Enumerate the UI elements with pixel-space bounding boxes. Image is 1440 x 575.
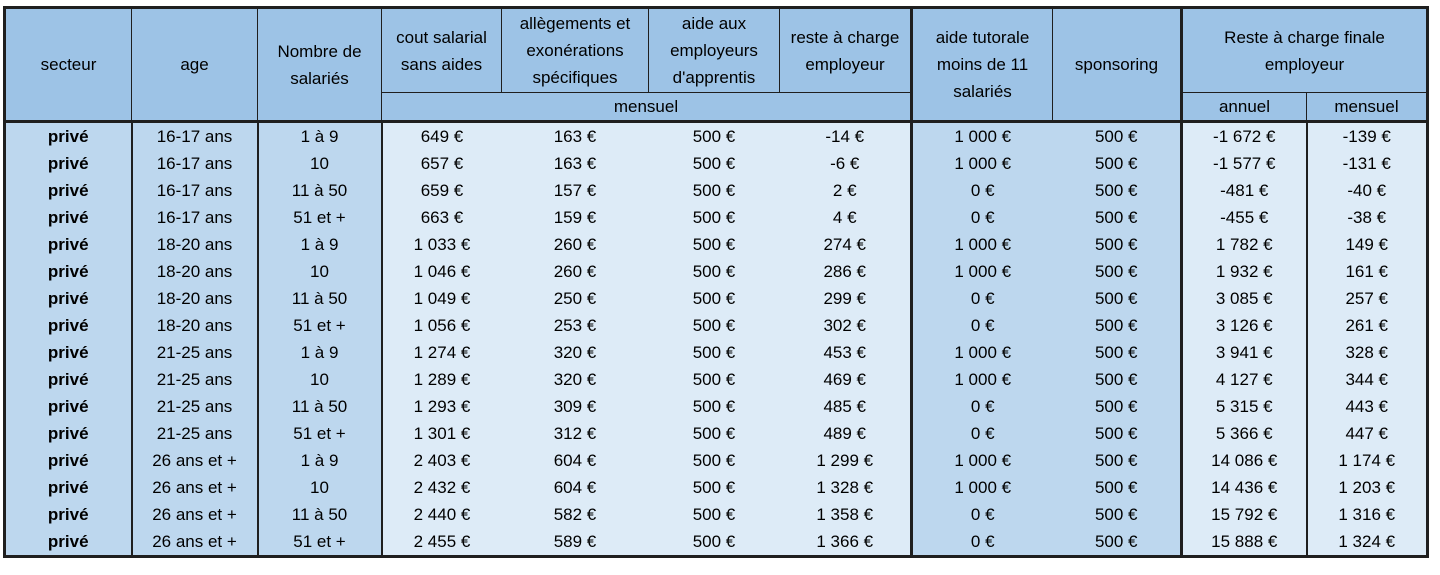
cell-secteur: privé (5, 339, 132, 366)
cell-reste-mensuel: 161 € (1307, 258, 1428, 285)
cell-age: 26 ans et + (132, 474, 258, 501)
cell-aide-tutorale: 0 € (912, 204, 1053, 231)
cell-aide-tutorale: 1 000 € (912, 150, 1053, 177)
cell-aide-employeurs: 500 € (649, 393, 780, 420)
cell-sponsoring: 500 € (1053, 122, 1182, 151)
table-row (5, 393, 1428, 420)
cell-reste-annuel: 14 436 € (1182, 474, 1307, 501)
cell-nombre-salaries: 11 à 50 (258, 501, 382, 528)
cell-sponsoring: 500 € (1053, 366, 1182, 393)
cell-aide-employeurs: 500 € (649, 285, 780, 312)
cell-aide-tutorale: 0 € (912, 312, 1053, 339)
cell-reste-mensuel: 261 € (1307, 312, 1428, 339)
cell-allegements: 312 € (502, 420, 649, 447)
cell-age: 16-17 ans (132, 150, 258, 177)
table-row (5, 177, 1428, 204)
cell-allegements: 582 € (502, 501, 649, 528)
cell-age: 21-25 ans (132, 366, 258, 393)
cell-sponsoring: 500 € (1053, 420, 1182, 447)
cell-reste-charge: 453 € (780, 339, 912, 366)
cell-aide-tutorale: 1 000 € (912, 447, 1053, 474)
table-row (5, 447, 1428, 474)
cell-reste-annuel: 3 085 € (1182, 285, 1307, 312)
cell-nombre-salaries: 11 à 50 (258, 285, 382, 312)
cell-cout-salarial: 1 289 € (382, 366, 502, 393)
cell-age: 26 ans et + (132, 501, 258, 528)
cell-reste-annuel: 3 126 € (1182, 312, 1307, 339)
cell-sponsoring: 500 € (1053, 393, 1182, 420)
header-cout-salarial: cout salarial sans aides (382, 8, 502, 93)
cell-aide-tutorale: 0 € (912, 177, 1053, 204)
table-row (5, 339, 1428, 366)
table-row (5, 312, 1428, 339)
cell-reste-mensuel: 1 324 € (1307, 528, 1428, 557)
table-row (5, 122, 1428, 151)
cell-aide-employeurs: 500 € (649, 258, 780, 285)
cell-reste-charge: 299 € (780, 285, 912, 312)
cell-age: 21-25 ans (132, 420, 258, 447)
cell-allegements: 260 € (502, 231, 649, 258)
cell-reste-charge: 1 299 € (780, 447, 912, 474)
cell-age: 18-20 ans (132, 312, 258, 339)
cell-cout-salarial: 1 274 € (382, 339, 502, 366)
cell-aide-tutorale: 1 000 € (912, 231, 1053, 258)
cell-aide-employeurs: 500 € (649, 204, 780, 231)
cell-nombre-salaries: 10 (258, 366, 382, 393)
cell-reste-charge: 2 € (780, 177, 912, 204)
cell-reste-charge: 286 € (780, 258, 912, 285)
cell-reste-annuel: 15 888 € (1182, 528, 1307, 557)
cell-reste-charge: 4 € (780, 204, 912, 231)
cell-reste-charge: 1 366 € (780, 528, 912, 557)
cell-cout-salarial: 1 056 € (382, 312, 502, 339)
cell-secteur: privé (5, 393, 132, 420)
table-row (5, 420, 1428, 447)
cell-reste-annuel: 15 792 € (1182, 501, 1307, 528)
cell-reste-charge: 1 358 € (780, 501, 912, 528)
cell-sponsoring: 500 € (1053, 258, 1182, 285)
cell-reste-annuel: 1 782 € (1182, 231, 1307, 258)
cell-nombre-salaries: 51 et + (258, 420, 382, 447)
cell-aide-employeurs: 500 € (649, 177, 780, 204)
cell-aide-tutorale: 1 000 € (912, 366, 1053, 393)
table-row (5, 150, 1428, 177)
cell-cout-salarial: 1 033 € (382, 231, 502, 258)
table-row (5, 258, 1428, 285)
cell-sponsoring: 500 € (1053, 312, 1182, 339)
cell-age: 18-20 ans (132, 231, 258, 258)
cell-cout-salarial: 2 432 € (382, 474, 502, 501)
cell-nombre-salaries: 10 (258, 258, 382, 285)
header-nombre-salaries: Nombre de salariés (258, 8, 382, 122)
header-allegements: allègements et exonérations spécifiques (502, 8, 649, 93)
cell-sponsoring: 500 € (1053, 501, 1182, 528)
cell-reste-mensuel: -139 € (1307, 122, 1428, 151)
cell-reste-annuel: 5 366 € (1182, 420, 1307, 447)
cell-cout-salarial: 663 € (382, 204, 502, 231)
cell-sponsoring: 500 € (1053, 204, 1182, 231)
header-annuel: annuel (1182, 93, 1307, 122)
cell-allegements: 253 € (502, 312, 649, 339)
cell-reste-annuel: 5 315 € (1182, 393, 1307, 420)
cell-reste-charge: 485 € (780, 393, 912, 420)
table-row (5, 231, 1428, 258)
cell-nombre-salaries: 1 à 9 (258, 231, 382, 258)
cell-age: 26 ans et + (132, 447, 258, 474)
table-row (5, 285, 1428, 312)
cell-cout-salarial: 1 293 € (382, 393, 502, 420)
cell-secteur: privé (5, 420, 132, 447)
cell-allegements: 604 € (502, 474, 649, 501)
header-reste-finale: Reste à charge finale employeur (1182, 8, 1428, 93)
cell-allegements: 589 € (502, 528, 649, 557)
table-header (5, 8, 1428, 122)
cell-cout-salarial: 2 403 € (382, 447, 502, 474)
cell-reste-annuel: -455 € (1182, 204, 1307, 231)
cell-reste-annuel: -1 577 € (1182, 150, 1307, 177)
header-aide-tutorale: aide tutorale moins de 11 salariés (912, 8, 1053, 122)
cell-sponsoring: 500 € (1053, 339, 1182, 366)
table-row (5, 366, 1428, 393)
cell-nombre-salaries: 1 à 9 (258, 339, 382, 366)
cell-aide-tutorale: 0 € (912, 528, 1053, 557)
cell-secteur: privé (5, 231, 132, 258)
cell-reste-mensuel: 447 € (1307, 420, 1428, 447)
table-row (5, 204, 1428, 231)
cell-cout-salarial: 1 301 € (382, 420, 502, 447)
cell-sponsoring: 500 € (1053, 231, 1182, 258)
cell-aide-employeurs: 500 € (649, 312, 780, 339)
cell-reste-mensuel: -38 € (1307, 204, 1428, 231)
cell-secteur: privé (5, 204, 132, 231)
cell-reste-charge: -6 € (780, 150, 912, 177)
cell-allegements: 604 € (502, 447, 649, 474)
cell-reste-annuel: 3 941 € (1182, 339, 1307, 366)
cell-reste-mensuel: 328 € (1307, 339, 1428, 366)
cell-reste-mensuel: 1 174 € (1307, 447, 1428, 474)
header-mensuel-group: mensuel (382, 93, 912, 122)
header-mensuel: mensuel (1307, 93, 1428, 122)
cell-allegements: 309 € (502, 393, 649, 420)
cell-secteur: privé (5, 447, 132, 474)
cell-age: 16-17 ans (132, 177, 258, 204)
cell-cout-salarial: 1 049 € (382, 285, 502, 312)
cell-nombre-salaries: 51 et + (258, 312, 382, 339)
cell-cout-salarial: 1 046 € (382, 258, 502, 285)
cell-nombre-salaries: 1 à 9 (258, 122, 382, 151)
cell-reste-annuel: -481 € (1182, 177, 1307, 204)
cell-aide-tutorale: 1 000 € (912, 258, 1053, 285)
cell-aide-employeurs: 500 € (649, 474, 780, 501)
cell-cout-salarial: 649 € (382, 122, 502, 151)
cell-nombre-salaries: 11 à 50 (258, 177, 382, 204)
cell-secteur: privé (5, 150, 132, 177)
cell-reste-mensuel: -40 € (1307, 177, 1428, 204)
cell-age: 16-17 ans (132, 204, 258, 231)
cell-cout-salarial: 659 € (382, 177, 502, 204)
cell-reste-charge: 274 € (780, 231, 912, 258)
header-aide-employeurs: aide aux employeurs d'apprentis (649, 8, 780, 93)
cell-aide-tutorale: 1 000 € (912, 474, 1053, 501)
cell-reste-mensuel: 1 203 € (1307, 474, 1428, 501)
cell-age: 21-25 ans (132, 393, 258, 420)
cell-aide-tutorale: 1 000 € (912, 122, 1053, 151)
cell-reste-charge: 302 € (780, 312, 912, 339)
table-row (5, 528, 1428, 557)
cell-allegements: 163 € (502, 122, 649, 151)
cell-secteur: privé (5, 474, 132, 501)
cost-table (3, 6, 1429, 558)
cell-reste-mensuel: 443 € (1307, 393, 1428, 420)
cell-reste-annuel: 14 086 € (1182, 447, 1307, 474)
cell-allegements: 159 € (502, 204, 649, 231)
cell-age: 26 ans et + (132, 528, 258, 557)
cell-reste-charge: 1 328 € (780, 474, 912, 501)
cell-aide-employeurs: 500 € (649, 150, 780, 177)
cell-aide-tutorale: 0 € (912, 285, 1053, 312)
cell-reste-annuel: 4 127 € (1182, 366, 1307, 393)
table-row (5, 501, 1428, 528)
cell-reste-charge: 469 € (780, 366, 912, 393)
cell-nombre-salaries: 10 (258, 150, 382, 177)
cell-aide-employeurs: 500 € (649, 447, 780, 474)
cell-reste-charge: 489 € (780, 420, 912, 447)
cell-nombre-salaries: 11 à 50 (258, 393, 382, 420)
cell-reste-mensuel: 257 € (1307, 285, 1428, 312)
cell-sponsoring: 500 € (1053, 177, 1182, 204)
cell-allegements: 320 € (502, 339, 649, 366)
cell-secteur: privé (5, 312, 132, 339)
cell-allegements: 163 € (502, 150, 649, 177)
cell-secteur: privé (5, 528, 132, 557)
cell-allegements: 320 € (502, 366, 649, 393)
cell-nombre-salaries: 1 à 9 (258, 447, 382, 474)
cell-age: 21-25 ans (132, 339, 258, 366)
cell-aide-employeurs: 500 € (649, 366, 780, 393)
cell-reste-mensuel: 344 € (1307, 366, 1428, 393)
cell-aide-tutorale: 1 000 € (912, 339, 1053, 366)
cell-allegements: 260 € (502, 258, 649, 285)
cell-secteur: privé (5, 122, 132, 151)
table-body (5, 122, 1428, 557)
cell-aide-employeurs: 500 € (649, 528, 780, 557)
cell-aide-employeurs: 500 € (649, 420, 780, 447)
cell-cout-salarial: 2 455 € (382, 528, 502, 557)
cell-sponsoring: 500 € (1053, 285, 1182, 312)
cell-reste-charge: -14 € (780, 122, 912, 151)
table-row (5, 474, 1428, 501)
cell-sponsoring: 500 € (1053, 528, 1182, 557)
cell-aide-employeurs: 500 € (649, 339, 780, 366)
cell-sponsoring: 500 € (1053, 447, 1182, 474)
cell-secteur: privé (5, 285, 132, 312)
cell-aide-employeurs: 500 € (649, 501, 780, 528)
header-reste-charge: reste à charge employeur (780, 8, 912, 93)
cell-secteur: privé (5, 366, 132, 393)
cell-age: 18-20 ans (132, 285, 258, 312)
cell-allegements: 250 € (502, 285, 649, 312)
header-age: age (132, 8, 258, 122)
cell-allegements: 157 € (502, 177, 649, 204)
header-secteur: secteur (5, 8, 132, 122)
cell-aide-tutorale: 0 € (912, 501, 1053, 528)
cell-nombre-salaries: 51 et + (258, 204, 382, 231)
cell-reste-mensuel: 149 € (1307, 231, 1428, 258)
cell-cout-salarial: 657 € (382, 150, 502, 177)
cell-reste-annuel: -1 672 € (1182, 122, 1307, 151)
cell-reste-mensuel: -131 € (1307, 150, 1428, 177)
cell-aide-employeurs: 500 € (649, 231, 780, 258)
cell-age: 16-17 ans (132, 122, 258, 151)
cell-secteur: privé (5, 258, 132, 285)
cell-nombre-salaries: 10 (258, 474, 382, 501)
cell-reste-annuel: 1 932 € (1182, 258, 1307, 285)
cell-aide-tutorale: 0 € (912, 393, 1053, 420)
cell-reste-mensuel: 1 316 € (1307, 501, 1428, 528)
cell-age: 18-20 ans (132, 258, 258, 285)
header-sponsoring: sponsoring (1053, 8, 1182, 122)
cell-sponsoring: 500 € (1053, 150, 1182, 177)
cell-secteur: privé (5, 501, 132, 528)
cell-nombre-salaries: 51 et + (258, 528, 382, 557)
cost-table-container (3, 6, 1429, 558)
cell-aide-employeurs: 500 € (649, 122, 780, 151)
cell-sponsoring: 500 € (1053, 474, 1182, 501)
cell-cout-salarial: 2 440 € (382, 501, 502, 528)
cell-secteur: privé (5, 177, 132, 204)
cell-aide-tutorale: 0 € (912, 420, 1053, 447)
